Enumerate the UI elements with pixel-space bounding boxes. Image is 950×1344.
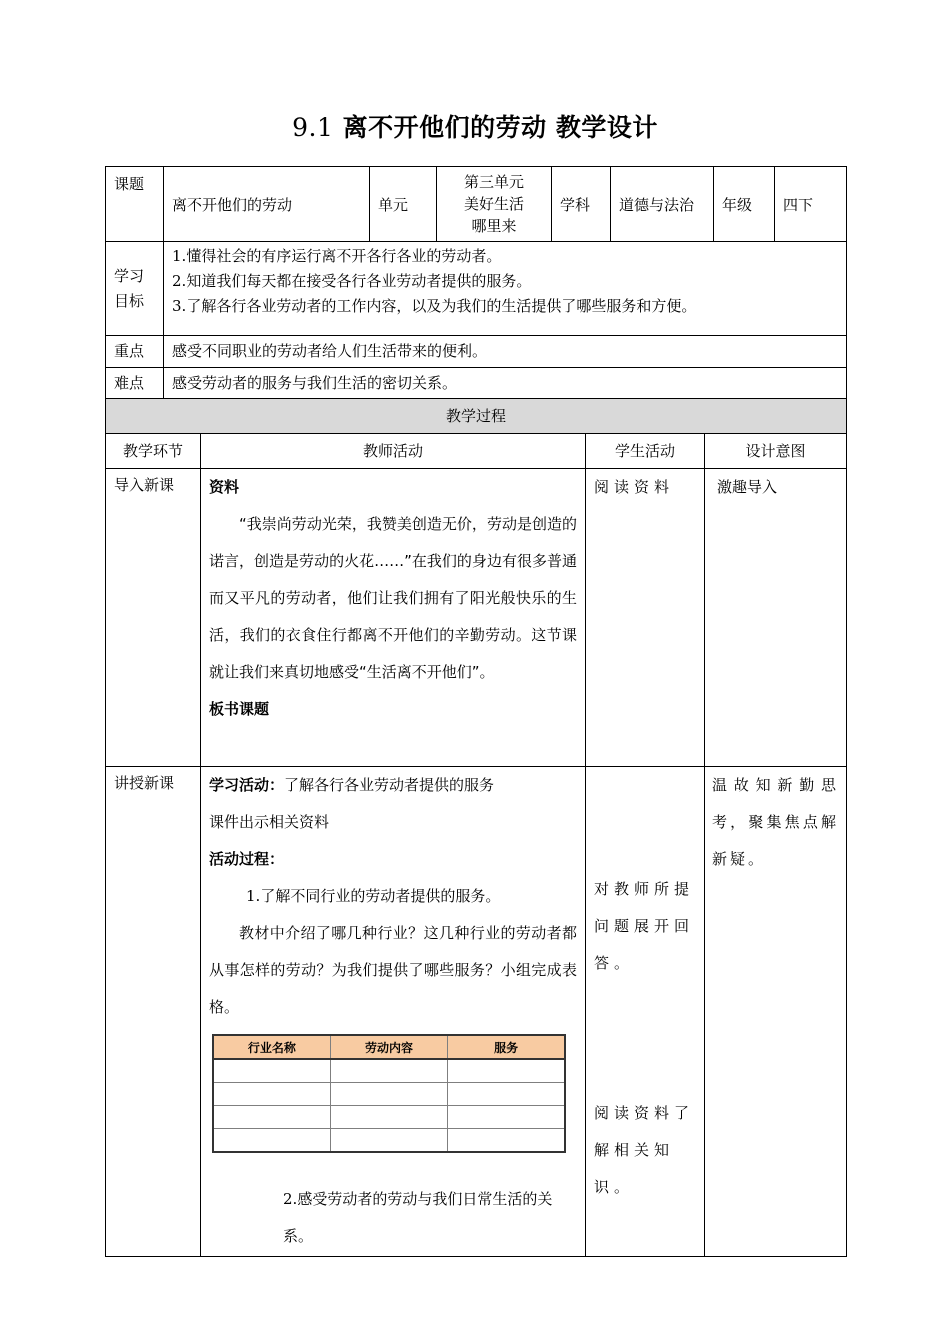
goals-label-line: 学习 (114, 266, 145, 285)
lecture-step1-para: 教材中介绍了哪几种行业？这几种行业的劳动者都从事怎样的劳动？为我们提供了哪些服务？小组完成表格。 (209, 924, 577, 1016)
unit-value-line: 哪里来 (471, 217, 517, 235)
goals-label (106, 242, 164, 336)
lecture-intent-cell (705, 767, 847, 1257)
intro-paragraph: “我崇尚劳动光荣，我赞美创造无价，劳动是创造的诺言，创造是劳动的火花……”在我们的身边有很多普通而又平凡的劳动者，他们让我们拥有了阳光般快乐的生活，我们的衣食住行都离不开他们的辛勤劳动。这节课就让我们来真切地感受“生活离不开他们”。 (209, 515, 577, 681)
difficulty-label: 难点 (106, 368, 164, 399)
lecture-stage: 讲授新课 (106, 767, 201, 1257)
header-stage: 教学环节 (106, 434, 201, 469)
lecture-teacher (201, 767, 586, 1257)
lecture-activity: 学习活动：了解各行各业劳动者提供的服务 (209, 776, 495, 794)
lecture-student-cell (586, 767, 705, 1257)
goals-list (164, 242, 847, 336)
industry-table-row (213, 1059, 565, 1083)
intro-student-cell (586, 469, 705, 767)
difficulty-row (106, 368, 847, 399)
topic-row (106, 167, 847, 242)
grade-value: 四下 (775, 167, 847, 242)
industry-table-header (213, 1035, 565, 1059)
lecture-step2: 2.感受劳动者的劳动与我们日常生活的关系。 (283, 1190, 553, 1245)
difficulty-value: 感受劳动者的服务与我们生活的密切关系。 (164, 368, 847, 399)
industry-header-service: 服务 (448, 1035, 565, 1059)
goal-item: 1.懂得社会的有序运行离不开各行各业的劳动者。 (172, 247, 502, 265)
lecture-step1: 1.了解不同行业的劳动者提供的服务。 (246, 887, 501, 905)
lecture-process-label: 活动过程： (209, 850, 285, 868)
process-table (105, 398, 847, 1257)
page-title (0, 108, 950, 144)
industry-table-row (213, 1083, 565, 1106)
topic-value: 离不开他们的劳动 (164, 167, 370, 242)
header-intent: 设计意图 (705, 434, 847, 469)
lecture-student-1: 对教师所提问题展开回答。 (594, 880, 695, 972)
subject-label: 学科 (552, 167, 611, 242)
lecture-courseware: 课件出示相关资料 (209, 813, 330, 831)
industry-table-row (213, 1106, 565, 1129)
header-student: 学生活动 (586, 434, 705, 469)
goals-row (106, 242, 847, 336)
unit-value (437, 167, 552, 242)
subject-value: 道德与法治 (611, 167, 714, 242)
process-section-title: 教学过程 (106, 399, 847, 434)
goal-item: 2.知道我们每天都在接受各行各业劳动者提供的服务。 (172, 272, 532, 290)
intro-board: 板书课题 (209, 700, 270, 718)
intro-row (106, 469, 847, 767)
key-row (106, 336, 847, 368)
goal-item: 3.了解各行各业劳动者的工作内容，以及为我们的生活提供了哪些服务和方便。 (172, 297, 697, 315)
intro-intent-cell (705, 469, 847, 767)
intro-stage: 导入新课 (106, 469, 201, 767)
industry-header-name: 行业名称 (213, 1035, 330, 1059)
intro-student: 阅读资料 (594, 478, 675, 496)
industry-table-row (213, 1129, 565, 1153)
unit-value-line: 美好生活 (463, 195, 524, 213)
intro-intent: 激趣导入 (717, 478, 778, 496)
process-section-row (106, 399, 847, 434)
unit-value-line: 第三单元 (463, 173, 524, 191)
industry-table (212, 1034, 566, 1153)
topic-label: 课题 (106, 167, 164, 242)
key-value: 感受不同职业的劳动者给人们生活带来的便利。 (164, 336, 847, 368)
info-table (105, 166, 847, 399)
goals-label-line: 目标 (114, 291, 145, 310)
unit-label: 单元 (370, 167, 437, 242)
title-text: 离不开他们的劳动 教学设计 (342, 113, 658, 142)
lecture-intent: 温故知新勤思考，聚集焦点解新疑。 (712, 776, 840, 868)
key-label: 重点 (106, 336, 164, 368)
lecture-student-2: 阅读资料了解相关知识。 (594, 1104, 695, 1196)
title-number: 9.1 (292, 113, 334, 142)
process-header-row (106, 434, 847, 469)
grade-label: 年级 (714, 167, 775, 242)
industry-header-content: 劳动内容 (330, 1035, 447, 1059)
header-teacher: 教师活动 (201, 434, 586, 469)
intro-heading: 资料 (209, 478, 240, 496)
intro-teacher (201, 469, 586, 767)
lecture-row (106, 767, 847, 1257)
